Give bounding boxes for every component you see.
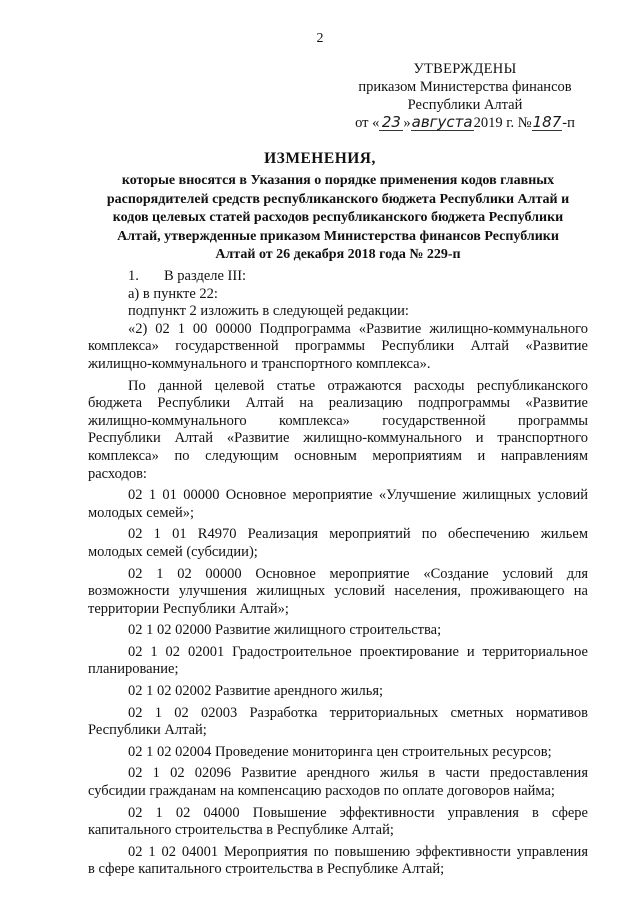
paragraph-line: комплекса» государственной программы Республики Алтай «Развитие [88,338,588,355]
paragraph-line: возможности улучшения жилищных условий населения, проживающего на [88,583,588,600]
paragraph [88,844,588,879]
paragraph-line: 02 1 02 02096 Развитие арендного жилья в части предоставления [128,765,588,782]
subtitle-line: которые вносятся в Указания о порядке применения кодов главных [121,173,555,188]
paragraph [88,378,588,484]
paragraph-line: 02 1 02 02002 Развитие арендного жилья; [128,683,384,700]
paragraph [88,487,588,522]
subtitle-line: распорядителей средств республиканского бюджета Республики Алтай и [106,191,570,207]
paragraph-line: 02 1 02 04000 Повышение эффективности управления в сфере [128,804,588,821]
paragraph-line: 02 1 02 00000 Основное мероприятие «Создание условий для [128,565,588,582]
paragraph-line: жилищно-коммунального комплекса» государственной программы [88,412,588,429]
document-body [88,268,588,879]
paragraph [88,683,588,701]
paragraph [88,321,588,374]
subtitle-line: Алтай от 26 декабря 2018 года № 229-п [215,247,461,263]
paragraph-line: 02 1 02 02003 Разработка территориальных сметных нормативов [128,704,588,721]
order-suffix: -п [562,115,575,131]
paragraph-line: территории Республики Алтай»; [88,600,289,617]
document-title: ИЗМЕНЕНИЯ, [264,150,376,167]
approved-heading: УТВЕРЖДЕНЫ [413,61,517,77]
date-mid: » [403,115,411,131]
paragraph [88,566,588,619]
paragraph-line: планирование; [88,661,179,678]
item-a: а) в пункте 22: [128,285,218,302]
paragraph [88,526,588,561]
paragraph-line: Республики Алтай; [88,722,207,739]
approval-line-1: приказом Министерства финансов [358,79,572,95]
paragraph-line: жилищно-коммунального и транспортного комплекса». [88,355,431,372]
approval-line-2: Республики Алтай [407,97,523,113]
paragraph-line: 02 1 02 02000 Развитие жилищного строительства; [128,622,442,639]
date-prefix: от « [355,115,380,131]
paragraph-line: молодых семей (субсидии); [88,543,258,560]
paragraph-line: «2) 02 1 00 00000 Подпрограмма «Развитие жилищно-коммунального [128,320,588,337]
section-number: 1. [128,268,139,284]
handwritten-month: августа [411,113,473,131]
approval-date-line [340,114,590,132]
paragraph-line: 02 1 02 02004 Проведение мониторинга цен строительных ресурсов; [128,743,552,760]
subitem-2: подпункт 2 изложить в следующей редакции: [128,303,409,320]
paragraph-line: 02 1 02 04001 Мероприятия по повышению эффективности управления [128,843,588,860]
paragraph [88,644,588,679]
paragraph-line: 02 1 01 00000 Основное мероприятие «Улучшение жилищных условий [128,487,588,504]
subtitle-line: кодов целевых статей расходов республиканского бюджета Республики [112,210,564,226]
document-subtitle [88,172,588,265]
paragraph-line: комплекса» по следующим основным мероприятиям и направлениям [88,447,588,464]
date-year: 2019 г. № [473,115,532,131]
section-heading-text: В разделе III: [164,268,247,284]
handwritten-order-number: 187 [532,113,562,131]
paragraph-line: субсидии гражданам на компенсацию расходов по оплате договоров найма; [88,783,555,800]
subtitle-line: Алтай, утвержденные приказом Министерства финансов Республики [117,228,559,244]
paragraph [88,805,588,840]
paragraph-line: расходов: [88,465,147,482]
paragraph-line: в сфере капитального строительства в Республике Алтай; [88,861,445,878]
paragraph-list [88,321,588,879]
paragraph [88,765,588,800]
section-heading [88,268,588,286]
paragraph [88,705,588,740]
paragraph-line: 02 1 02 02001 Градостроительное проектирование и территориальное [128,643,588,660]
paragraph [88,622,588,640]
paragraph-line: Республики Алтай «Развитие жилищно-коммунального и транспортного [88,430,588,447]
paragraph-line: По данной целевой статье отражаются расходы республиканского [128,377,588,394]
handwritten-day: 23 [379,115,403,131]
page-number: 2 [316,31,324,46]
paragraph [88,744,588,762]
approval-stamp [340,60,590,132]
paragraph-line: капитального строительства в Республике Алтай; [88,822,394,839]
paragraph-line: бюджета Республики Алтай на реализацию подпрограммы «Развитие [88,395,588,412]
paragraph-line: молодых семей»; [88,504,194,521]
paragraph-line: 02 1 01 R4970 Реализация мероприятий по обеспечению жильем [128,526,588,543]
